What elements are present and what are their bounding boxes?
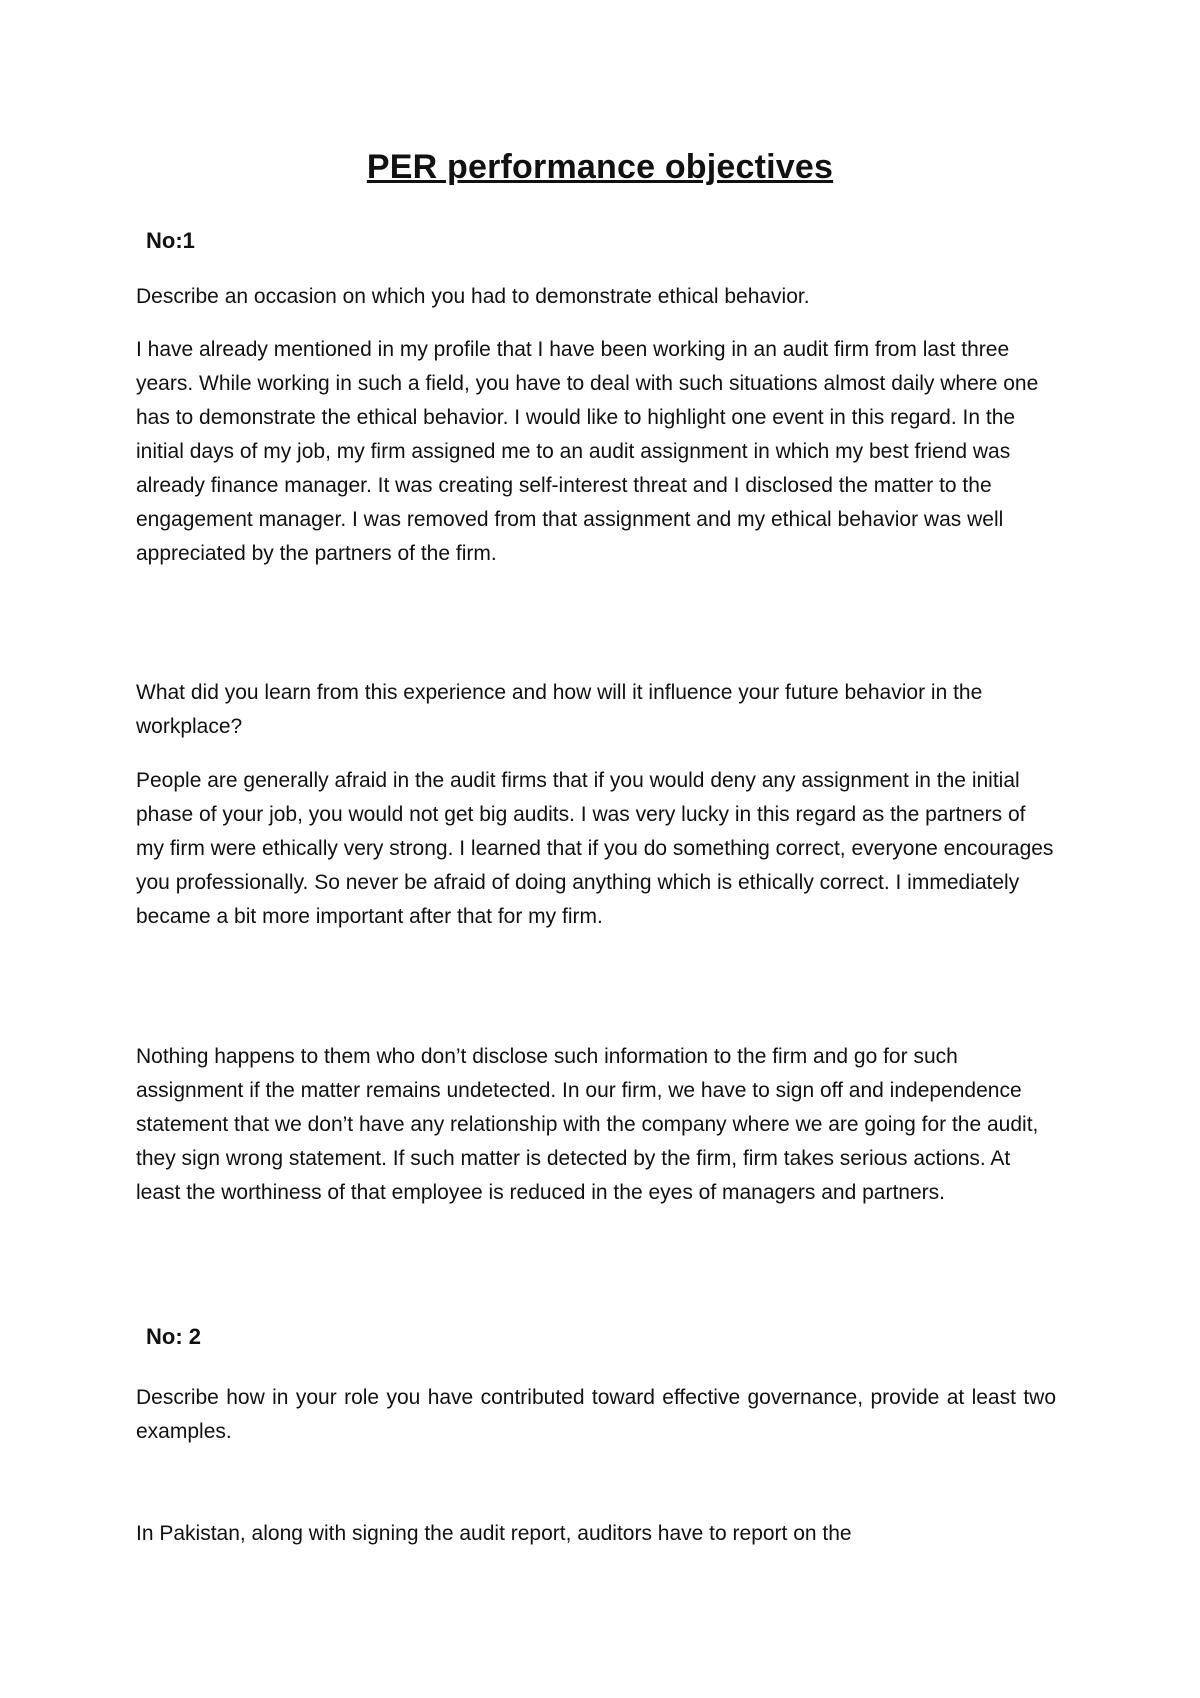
answer-2: People are generally afraid in the audit firms that if you would deny any assignment in the initial phase of your job, you would not get big audits. I was very lucky in this regard as the partners of my firm were ethically very strong. I learned that if you do something correct, everyone encourages you professionally. So never be afraid of doing anything which is ethically correct. I immediately became a bit more important after that for my firm.: [136, 769, 1054, 928]
answer-4: In Pakistan, along with signing the audit report, auditors have to report on the: [136, 1522, 852, 1545]
question-3: Describe how in your role you have contributed toward effective governance, provide at least two examples.: [136, 1386, 1056, 1443]
question-1: Describe an occasion on which you had to demonstrate ethical behavior.: [136, 285, 810, 308]
section-heading-1: No:1: [146, 228, 195, 253]
question-2: What did you learn from this experience and how will it influence your future behavior in the workplace?: [136, 681, 983, 738]
document-title: PER performance objectives: [366, 148, 834, 186]
answer-1: I have already mentioned in my profile that I have been working in an audit firm from last three years. While working in such a field, you have to deal with such situations almost daily where one has to demonstrate the ethical behavior. I would like to highlight one event in this regard. In the initial days of my job, my firm assigned me to an audit assignment in which my best friend was already finance manager. It was creating self-interest threat and I disclosed the matter to the engagement manager. I was removed from that assignment and my ethical behavior was well appreciated by the partners of the firm.: [136, 338, 1039, 565]
section-heading-2: No: 2: [146, 1324, 201, 1349]
answer-3: Nothing happens to them who don’t disclose such information to the firm and go for such assignment if the matter remains undetected. In our firm, we have to sign off and independence statement that we don’t have any relationship with the company where we are going for the audit, they sign wrong statement. If such matter is detected by the firm, firm takes serious actions. At least the worthiness of that employee is reduced in the eyes of managers and partners.: [136, 1045, 1039, 1204]
